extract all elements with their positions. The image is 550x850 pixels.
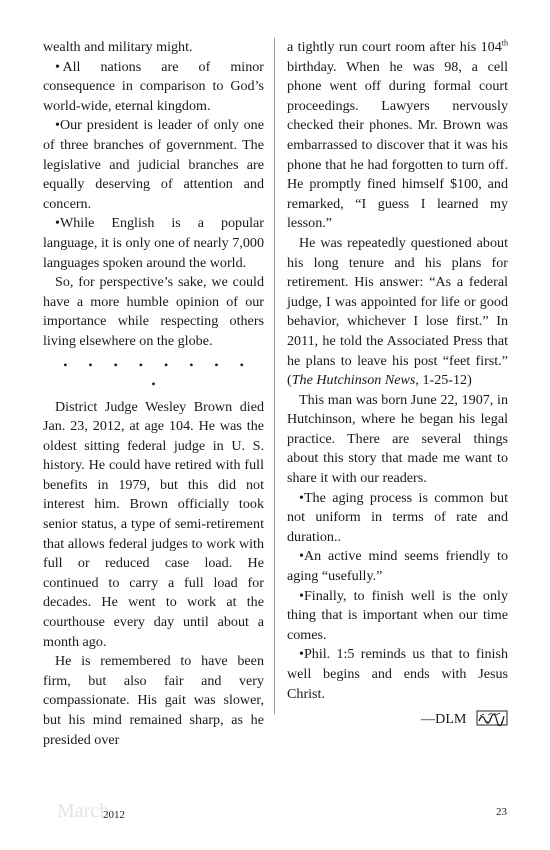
bullet-paragraph [43, 214, 264, 273]
bullet-text: The aging process is common but not uniform in terms of rate and duration.. [287, 489, 508, 545]
signature-doodle-icon [476, 710, 508, 726]
bullet-paragraph [287, 587, 508, 646]
bullet-paragraph [43, 58, 264, 117]
column-divider [274, 38, 275, 714]
footer-month: March [57, 800, 110, 822]
left-column [43, 38, 264, 750]
paragraph [287, 38, 508, 234]
page-number: 23 [496, 806, 507, 818]
paragraph: He is remembered to have been firm, but also fair and very compassionate. His gait was slower, but his mind remained sharp, as he presided over [43, 653, 264, 748]
paragraph [287, 234, 508, 391]
bullet-text: Phil. 1:5 reminds us that to finish well begins and ends with Jesus Christ. [287, 646, 508, 702]
bullet-text: All nations are of minor consequence in comparison to God’s world-wide, eternal kingdom. [43, 58, 264, 114]
signature-text: —DLM [421, 711, 467, 728]
bullet-text: Our president is leader of only one of three branches of government. The legislative and judicial branches are equally deserving of attention and concern. [43, 117, 264, 212]
section-separator: • • • • • • • • • [63, 357, 253, 391]
footer-year: 2012 [103, 809, 125, 821]
ordinal-suffix: th [501, 38, 508, 48]
bullet-text: While English is a popular language, it is only one of nearly 7,000 languages spoken around the world. [43, 215, 264, 271]
bullet-paragraph [287, 547, 508, 586]
bullet-paragraph [43, 116, 264, 214]
text-run: He was repeatedly questioned about his long tenure and his plans for retirement. His answer: “As a federal judge, I was appointed for life or good behavior, whichever I lose first.” In 2011, he told the Associated Press that he plans to leave his post “feet first.” ( [287, 234, 508, 389]
right-column [287, 38, 508, 730]
text-run: , 1-25-12) [415, 372, 472, 389]
text-run: a tightly run court room after his 104 [287, 39, 502, 55]
paragraph: wealth and military might. [43, 39, 193, 55]
bullet-text: An active mind seems friendly to aging “usefully.” [287, 548, 508, 585]
text-run: birthday. When he was 98, a cell phone went off during formal court proceedings. Lawyers nervously checked their phones. Mr. Brown was embarrassed to discover that it was his phone that he had forgotten to turn off. He promptly fined himself $100, and remarked, “I guess I learned my lesson.” [287, 58, 508, 232]
paragraph: District Judge Wesley Brown died Jan. 23, 2012, at age 104. He was the oldest sitting federal judge in U. S. history. He could have retired with full benefits in 1979, but this did not interest him. Brown officially took senior status, a type of semi-retirement that allows federal judges to work with full or reduced case load. He continued to carry a full load for decades. He went to work at the courthouse every day until about a month ago. [43, 398, 264, 650]
bullet-paragraph [287, 645, 508, 704]
author-signature [287, 710, 508, 730]
paragraph: This man was born June 22, 1907, in Hutchinson, where he began his legal practice. There are several things about this story that made me want to share it with our readers. [287, 391, 508, 487]
bullet-text: Finally, to finish well is the only thing that is important when our time comes. [287, 587, 508, 643]
source-citation: The Hutchinson News [291, 372, 416, 389]
bullet-paragraph [287, 489, 508, 548]
paragraph: So, for perspective’s sake, we could have a more humble opinion of our importance while respecting others living elsewhere on the globe. [43, 274, 264, 349]
